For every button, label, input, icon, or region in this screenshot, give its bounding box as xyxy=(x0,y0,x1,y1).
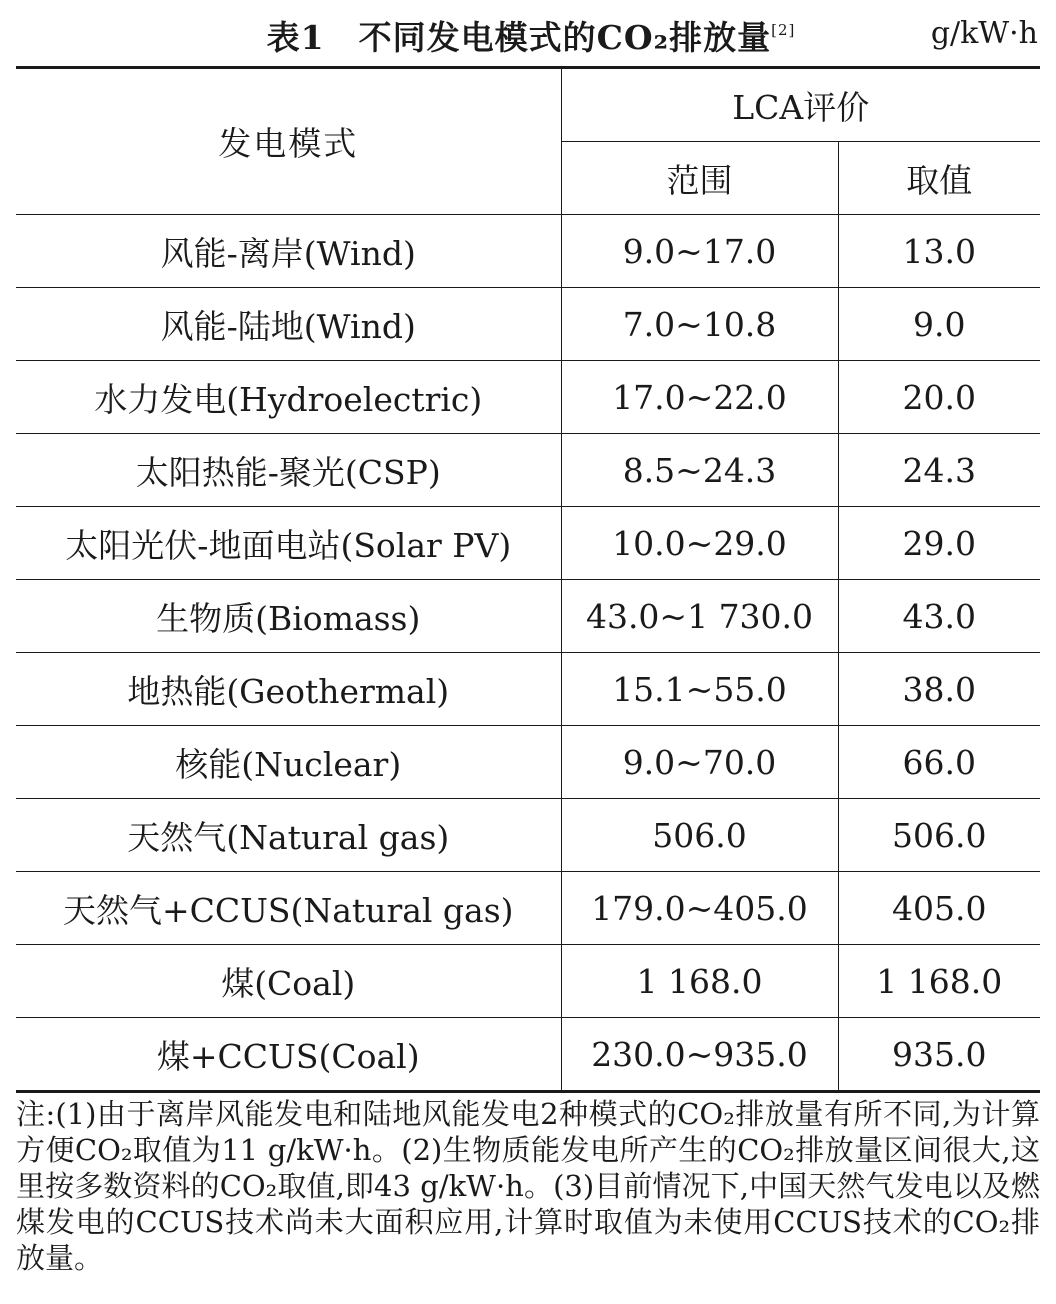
cell-range: 8.5~24.3 xyxy=(561,434,838,507)
table-row xyxy=(16,434,1040,507)
table-row xyxy=(16,726,1040,799)
table-row xyxy=(16,799,1040,872)
table-number: 表1 xyxy=(266,18,325,57)
cell-mode: 天然气(Natural gas) xyxy=(16,799,561,872)
emissions-table xyxy=(16,66,1040,1093)
cell-value: 66.0 xyxy=(838,726,1040,799)
header-range: 范围 xyxy=(561,142,838,215)
table-row xyxy=(16,945,1040,1018)
cell-range: 9.0~70.0 xyxy=(561,726,838,799)
table-row xyxy=(16,215,1040,288)
cell-range: 1 168.0 xyxy=(561,945,838,1018)
cell-mode: 风能-离岸(Wind) xyxy=(16,215,561,288)
cell-value: 24.3 xyxy=(838,434,1040,507)
cell-range: 15.1~55.0 xyxy=(561,653,838,726)
cell-value: 43.0 xyxy=(838,580,1040,653)
reference-mark: [2] xyxy=(771,21,796,39)
cell-range: 230.0~935.0 xyxy=(561,1018,838,1092)
cell-value: 20.0 xyxy=(838,361,1040,434)
cell-value: 13.0 xyxy=(838,215,1040,288)
cell-value: 935.0 xyxy=(838,1018,1040,1092)
cell-value: 1 168.0 xyxy=(838,945,1040,1018)
cell-range: 9.0~17.0 xyxy=(561,215,838,288)
table-row xyxy=(16,653,1040,726)
table-title-text: 不同发电模式的CO₂排放量 xyxy=(358,18,772,57)
cell-range: 17.0~22.0 xyxy=(561,361,838,434)
table-caption xyxy=(14,12,1042,60)
cell-range: 43.0~1 730.0 xyxy=(561,580,838,653)
cell-mode: 地热能(Geothermal) xyxy=(16,653,561,726)
cell-mode: 太阳热能-聚光(CSP) xyxy=(16,434,561,507)
table-unit: g/kW·h xyxy=(930,16,1038,51)
table-footnote xyxy=(16,1096,1040,1276)
header-lca: LCA评价 xyxy=(561,68,1040,142)
header-row xyxy=(16,68,1040,142)
table-row xyxy=(16,288,1040,361)
cell-mode: 煤(Coal) xyxy=(16,945,561,1018)
header-value: 取值 xyxy=(838,142,1040,215)
cell-value: 9.0 xyxy=(838,288,1040,361)
cell-mode: 生物质(Biomass) xyxy=(16,580,561,653)
footnote-text: 注:(1)由于离岸风能发电和陆地风能发电2种模式的CO₂排放量有所不同,为计算方便CO₂取值为11 g/kW·h。(2)生物质能发电所产生的CO₂排放量区间很大,这里按多数资料的CO₂取值,即43 g/kW·h。(3)目前情况下,中国天然气发电以及燃煤发电的CCUS技术尚未大面积应用,计算时取值为未使用CCUS技术的CO₂排放量。 xyxy=(16,1097,1040,1275)
cell-mode: 煤+CCUS(Coal) xyxy=(16,1018,561,1092)
table-row xyxy=(16,580,1040,653)
cell-range: 10.0~29.0 xyxy=(561,507,838,580)
cell-range: 7.0~10.8 xyxy=(561,288,838,361)
cell-mode: 水力发电(Hydroelectric) xyxy=(16,361,561,434)
cell-mode: 天然气+CCUS(Natural gas) xyxy=(16,872,561,945)
cell-range: 506.0 xyxy=(561,799,838,872)
cell-value: 506.0 xyxy=(838,799,1040,872)
cell-value: 38.0 xyxy=(838,653,1040,726)
table-title xyxy=(14,12,1042,59)
table-row xyxy=(16,361,1040,434)
cell-value: 405.0 xyxy=(838,872,1040,945)
cell-mode: 风能-陆地(Wind) xyxy=(16,288,561,361)
cell-value: 29.0 xyxy=(838,507,1040,580)
header-mode: 发电模式 xyxy=(16,68,561,215)
cell-mode: 太阳光伏-地面电站(Solar PV) xyxy=(16,507,561,580)
table-row xyxy=(16,1018,1040,1092)
cell-mode: 核能(Nuclear) xyxy=(16,726,561,799)
table-row xyxy=(16,507,1040,580)
cell-range: 179.0~405.0 xyxy=(561,872,838,945)
table-row xyxy=(16,872,1040,945)
